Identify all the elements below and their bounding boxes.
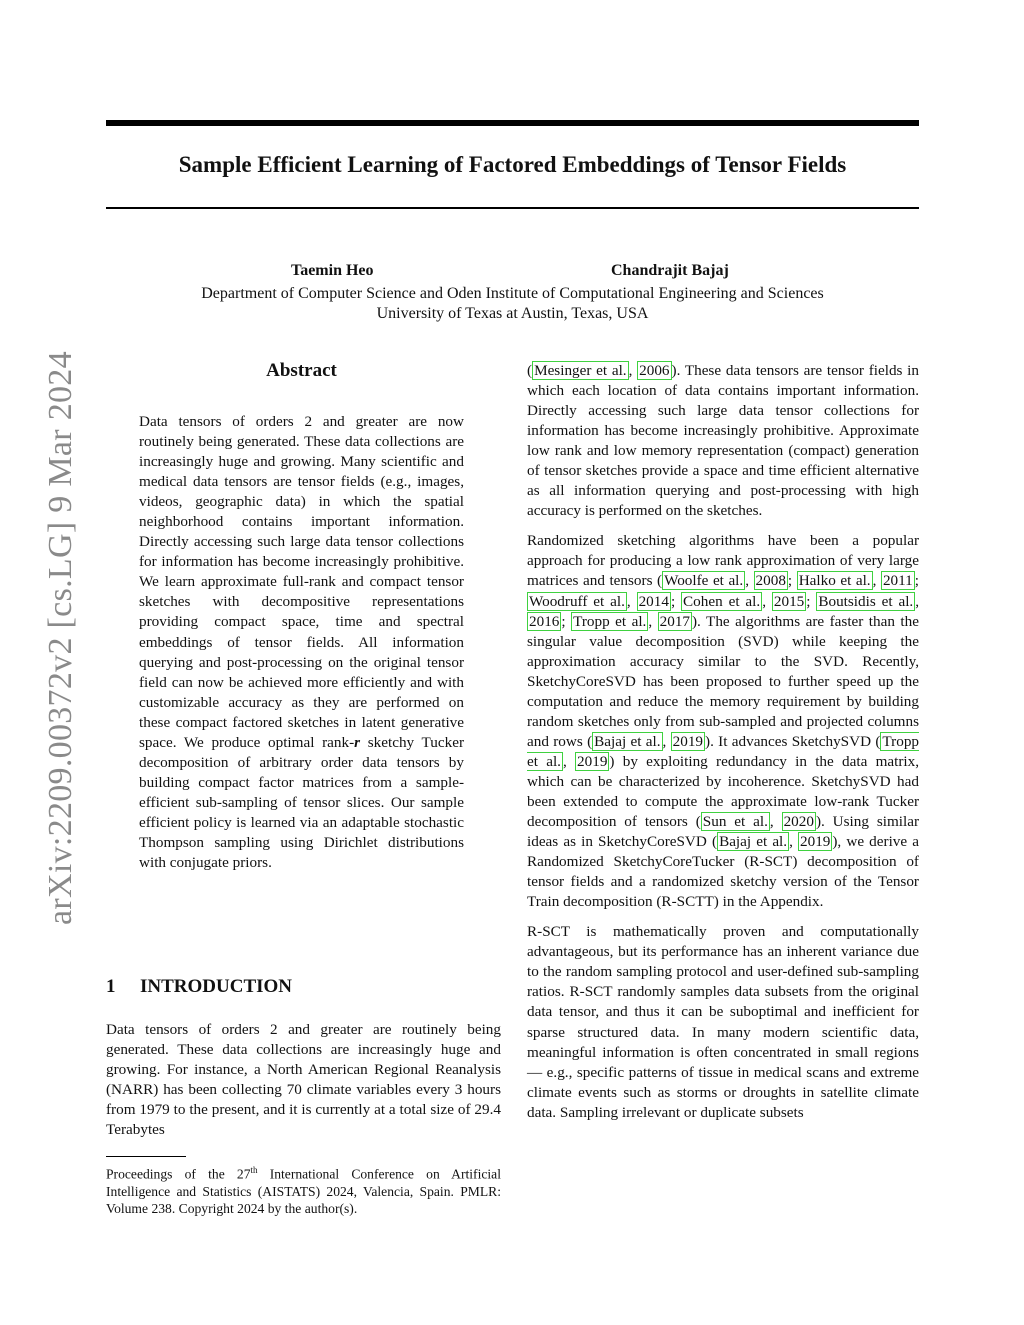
citation-link[interactable]: 2008 [755, 572, 786, 590]
citation-link[interactable]: Tropp et al. [527, 732, 920, 770]
citation-link[interactable]: Boutsidis et al. [818, 592, 914, 610]
arxiv-identifier-stamp: arXiv:2209.00372v2 [cs.LG] 9 Mar 2024 [42, 351, 79, 925]
citation-link[interactable]: Bajaj et al. [719, 833, 788, 851]
citation-link[interactable]: Bajaj et al. [594, 732, 661, 750]
affiliation-line: Department of Computer Science and Oden Institute of Computational Engineering and Sciences [201, 285, 824, 302]
rank-symbol: r [354, 733, 361, 751]
citation-link[interactable]: 2014 [638, 592, 669, 610]
paper-title: Sample Efficient Learning of Factored Embeddings of Tensor Fields [178, 152, 847, 177]
title-top-rule [106, 120, 919, 126]
citation-link[interactable]: 2020 [783, 813, 814, 831]
citation-link[interactable]: Woodruff et al. [529, 592, 625, 610]
section-title: INTRODUCTION [140, 976, 293, 997]
right-column [527, 361, 919, 1133]
citation-link[interactable]: Halko et al. [798, 572, 871, 590]
title-bottom-rule [106, 207, 919, 209]
intro-paragraph: ( Mesinger et al. , 2006 ). These data tensors are tensor fields in which each location of data contains important information. Directly accessing such large data tensor collections for information has become increasingly prohibitive. Approximate low rank and low memory representation (compact) generation of tensor sketches provide a space and time efficient alternative as all information querying and post-processing with high accuracy is performed on the sketches. [527, 362, 919, 520]
abstract-text: Data tensors of orders 2 and greater are now routinely being generated. These data collections are increasingly huge and growing. Many scientific and medical data tensors are tensor fields (e.g., images, videos, geographic data) in which the spatial neighborhood contains important information. Directly accessing such large data tensor collections for information has become increasingly prohibitive. We learn approximate full-rank and compact tensor sketches with decompositive representations providing compact space, time and spectral embeddings of tensor fields. All information querying and post-processing on the original tensor field can now be achieved more efficiently and with customizable accuracy as they are performed on these compact factored sketches in latent generative space. We produce optimal rank-r sketchy Tucker decomposition of arbitrary order data tensors by building compact factor matrices from a sample-efficient sub-sampling of tensor slices. Our sample efficient policy is learned via an adaptable stochastic Thompson sampling using Dirichlet distributions with conjugate priors. [139, 413, 465, 872]
author-name: Chandrajit Bajaj [611, 262, 729, 279]
intro-paragraph: Randomized sketching algorithms have been a popular approach for producing a low rank approximation of very large matrices and tensors ( Woolfe et al. , 2008 ; Halko et al. , 2011 ; Woodruff et al. , 2014 ; Cohen et al. , 2015 ; Boutsidis et al. , 2016 ; Tropp et al. , 2017 ). The algorithms are faster than the singular value decomposition (SVD) while keeping the approximation accuracy similar to the SVD. Recently, SketchyCoreSVD has been proposed to further speed up the computation and reduce the memory requirement by building random sketches only from sub-sampled and projected columns and rows ( Bajaj et al. , 2019 ). It advances SketchySVD ( Tropp et al. , 2019 ) by exploiting redundancy in the data matrix, which can be characterized by incoherence. SketchySVD had been extended to compute the approximate low-rank Tucker decomposition of tensors ( Sun et al. , 2020 ). Using similar ideas as in SketchyCoreSVD ( Bajaj et al. , 2019 ), we derive a Randomized SketchyCoreTucker (R-SCT) decomposition of tensor fields and a randomized sketchy version of the Tensor Train decomposition (R-SCTT) in the Appendix. [527, 532, 920, 911]
citation-link[interactable]: 2019 [577, 752, 608, 770]
author-name: Taemin Heo [291, 262, 374, 279]
citation-link[interactable]: 2011 [882, 572, 913, 590]
citation-link[interactable]: Mesinger et al. [534, 362, 627, 379]
citation-link[interactable]: 2016 [529, 612, 560, 630]
section-heading-introduction [106, 976, 501, 998]
affiliation-line: University of Texas at Austin, Texas, USA [376, 305, 649, 322]
section-number: 1 [106, 976, 116, 997]
citation-link[interactable]: Sun et al. [702, 813, 768, 831]
citation-link[interactable]: Cohen et al. [683, 592, 761, 610]
citation-link[interactable]: 2017 [659, 612, 690, 630]
citation-link[interactable]: 2006 [639, 362, 670, 379]
citation-link[interactable]: 2019 [800, 833, 831, 851]
proceedings-footnote: Proceedings of the 27th International Conference on Artificial Intelligence and Statistics (AISTATS) 2024, Valencia, Spain. PMLR: Volume 238. Copyright 2024 by the author(s). [106, 1165, 501, 1216]
citation-link[interactable]: Woolfe et al. [664, 572, 744, 590]
intro-paragraph: R-SCT is mathematically proven and computationally advantageous, but its performance has an inherent variance due to the random sampling protocol and user-defined sub-sampling ratios. R-SCT randomly samples data subsets from the original data tensor, and thus it can be suboptimal and inefficient for sparse structured data. In many modern scientific data, meaningful information is often concentrated in small regions — e.g., specific patterns of tissue in medical scans and extreme climate events such as storms or droughts in satellite climate data. Sampling irrelevant or duplicate subsets [527, 923, 919, 1121]
citation-link[interactable]: Tropp et al. [573, 612, 647, 630]
citation-link[interactable]: 2019 [672, 732, 704, 750]
citation-link[interactable]: 2015 [773, 592, 805, 610]
abstract-heading: Abstract [266, 360, 337, 381]
footnote-rule [106, 1156, 186, 1157]
intro-paragraph: Data tensors of orders 2 and greater are routinely being generated. These data collections are increasingly huge and growing. For instance, a North American Regional Reanalysis (NARR) has been collecting 70 climate variables every 3 hours from 1979 to the present, and it is currently at a total size of 29.4 Terabytes [106, 1021, 501, 1139]
